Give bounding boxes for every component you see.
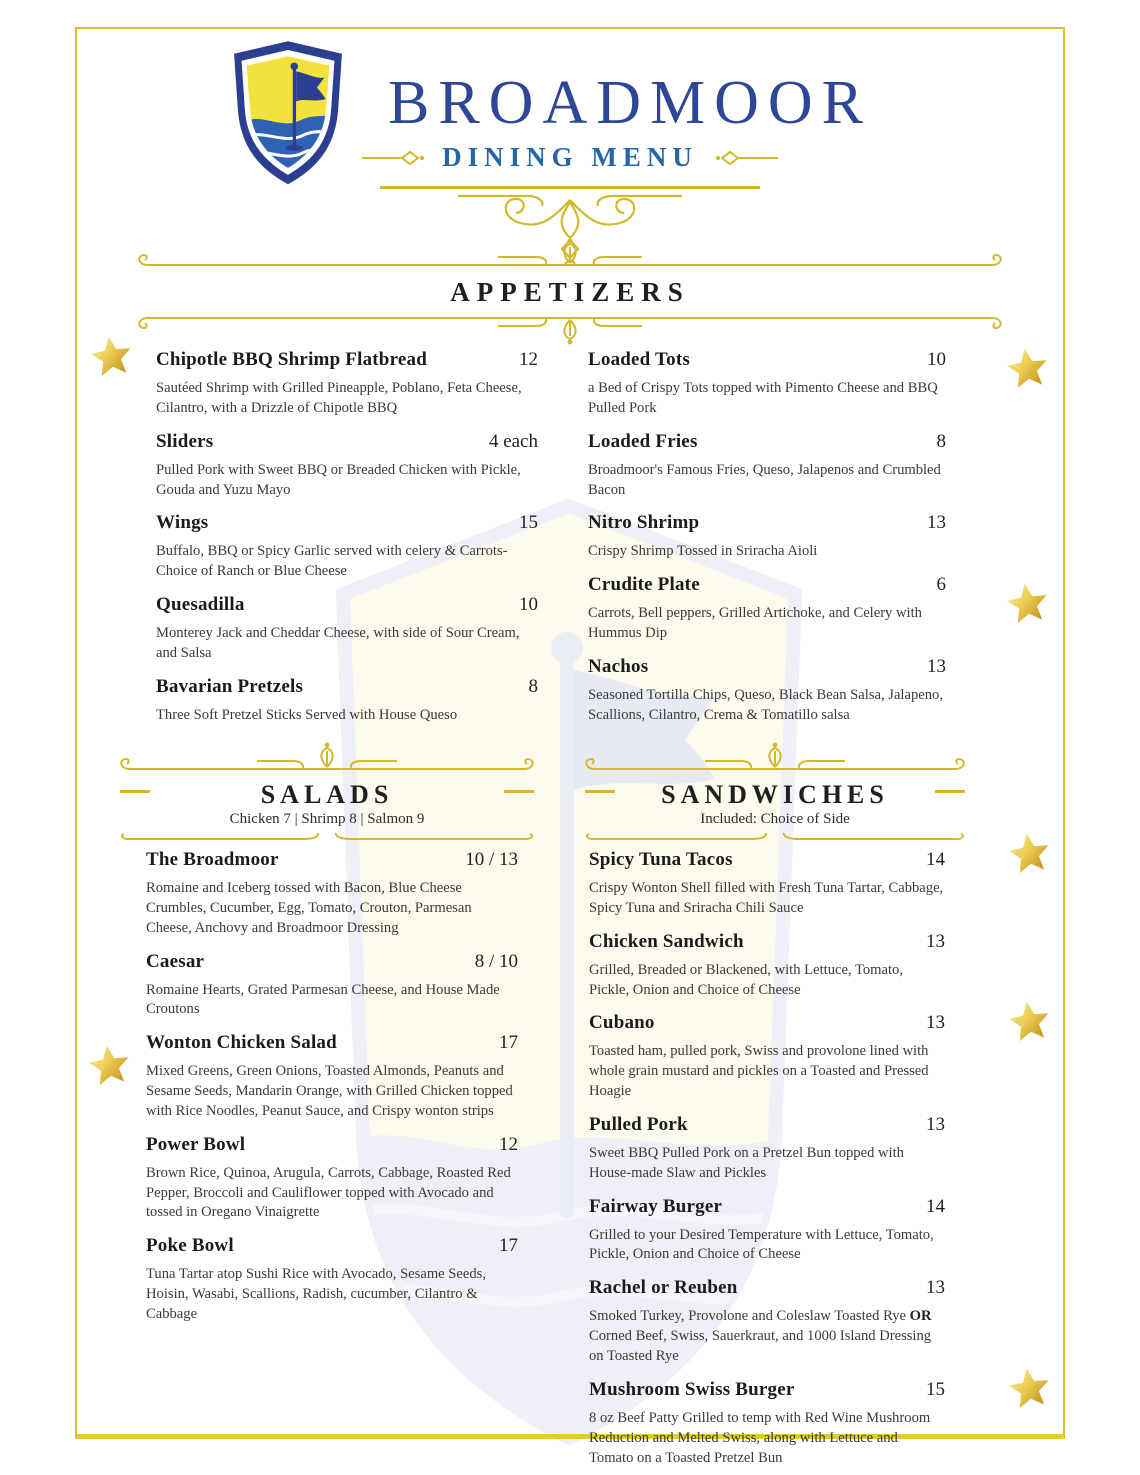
section-appetizers [132,238,1008,738]
menu-item [146,1134,518,1224]
menu-item [146,1235,518,1325]
menu-item [589,1012,945,1102]
ornamental-divider-bottom [132,311,1008,345]
item-description: Grilled, Breaded or Blackened, with Lettuce, Tomato, Pickle, Onion and Choice of Cheese [589,961,903,998]
description-segment: Smoked Turkey, Provolone and Coleslaw Toasted Rye [589,1308,910,1325]
item-price: 4 each [488,430,538,452]
item-name: Wings [156,512,209,534]
item-name: Sliders [156,430,214,452]
menu-item [589,1196,945,1266]
item-price: 10 [927,349,946,370]
item-name: Caesar [146,950,205,972]
item-price: 10 [519,594,538,616]
item-description: Tuna Tartar atop Sushi Rice with Avocado, Sesame Seeds, Hoisin, Wasabi, Scallions, Radish, cucumber, Cilantro & Cabbage [146,1266,486,1322]
menu-item [588,574,986,644]
item-price: 6 [936,574,946,596]
item-description [589,1307,945,1367]
menu-item [146,849,518,939]
item-name: Crudite Plate [588,574,700,596]
menu-item [588,656,986,726]
menu-item [146,951,518,1021]
right-flourish-icon [714,148,778,168]
item-price: 17 [499,1235,518,1257]
or-emphasis: OR [909,1308,932,1325]
header-underline [380,186,760,189]
item-price: 8 [936,430,946,452]
item-name: Pulled Pork [589,1113,688,1135]
item-price: 12 [499,1133,518,1155]
item-price: 13 [926,930,945,952]
item-description: Crispy Shrimp Tossed in Sriracha Aioli [588,543,818,560]
item-price: 8 [528,675,538,697]
item-description: Pulled Pork with Sweet BBQ or Breaded Chicken with Pickle, Gouda and Yuzu Mayo [156,461,521,498]
menu-subtitle: DINING MENU [442,142,698,172]
salads-title: SALADS [260,780,394,809]
item-name: Spicy Tuna Tacos [589,849,733,870]
title-dash-icon [504,790,534,793]
gold-star-icon [1003,827,1056,880]
ornamental-divider-top [583,742,967,776]
item-price: 13 [926,1113,945,1135]
item-name: Power Bowl [146,1133,246,1155]
item-name: Loaded Fries [588,430,698,452]
menu-item [589,1114,945,1184]
item-description: 8 oz Beef Patty Grilled to temp with Red Wine Mushroom Reduction and Melted Swiss, along with Lettuce and Tomato on a Toasted Pretzel Bun [589,1409,931,1466]
salads-protein-options: Chicken 7 | Shrimp 8 | Salmon 9 [229,811,425,827]
gold-star-icon [83,1039,136,1092]
item-name: Rachel or Reuben [589,1277,738,1299]
menu-item [156,431,538,501]
appetizers-right-column [588,349,986,738]
item-price: 17 [499,1032,518,1054]
item-price: 13 [927,655,946,677]
item-price: 13 [927,512,946,534]
item-description: Monterey Jack and Cheddar Cheese, with side of Sour Cream, and Salsa [156,625,520,661]
ornamental-subdivider [583,831,967,845]
item-price: 13 [926,1277,945,1299]
item-description: Toasted ham, pulled pork, Swiss and provolone lined with whole grain mustard and pickles on a Toasted and Pressed Hoagie [589,1043,929,1100]
item-price: 12 [519,349,538,370]
item-description: Carrots, Bell peppers, Grilled Artichoke, and Celery with Hummus Dip [588,605,922,642]
title-dash-icon [120,790,150,793]
item-price: 10 / 13 [465,849,518,870]
ornamental-divider-top [118,742,536,776]
item-description: Crispy Wonton Shell filled with Fresh Tuna Tartar, Cabbage, Spicy Tuna and Sriracha Chili Sauce [589,880,944,916]
item-price: 15 [926,1378,945,1400]
gold-star-icon [85,330,138,383]
item-description: Buffalo, BBQ or Spicy Garlic served with celery & Carrots- Choice of Ranch or Blue Cheese [156,543,508,580]
item-description: Sweet BBQ Pulled Pork on a Pretzel Bun topped with House-made Slaw and Pickles [589,1144,904,1181]
menu-item [588,349,986,419]
ornamental-subdivider [118,831,536,845]
restaurant-name: BROADMOOR [387,69,873,137]
item-description: Seasoned Tortilla Chips, Queso, Black Bean Salsa, Jalapeno, Scallions, Cilantro, Crema & Tomatillo salsa [588,686,943,723]
sandwiches-note: Included: Choice of Side [700,811,850,827]
item-price: 13 [926,1012,945,1034]
item-name: Mushroom Swiss Burger [589,1378,795,1400]
menu-item [146,1032,518,1122]
menu-item [156,676,538,726]
menu-item [588,512,986,562]
item-description: Grilled to your Desired Temperature with Lettuce, Tomato, Pickle, Onion and Choice of Cheese [589,1226,934,1263]
section-salads [118,742,536,1337]
item-price: 15 [519,512,538,534]
sandwiches-items [583,845,967,1468]
menu-item [156,594,538,664]
item-description: Three Soft Pretzel Sticks Served with House Queso [156,706,458,723]
item-name: Chicken Sandwich [589,930,744,952]
menu-item [589,849,945,919]
item-description: Mixed Greens, Green Onions, Toasted Almonds, Peanuts and Sesame Seeds, Mandarin Orange, with Grilled Chicken topped with Rice Noodles, Peanut Sauce, and Crispy wonton strips [146,1063,513,1119]
item-name: Cubano [589,1012,655,1034]
gold-star-icon [1001,577,1054,630]
gold-star-icon [1003,995,1056,1048]
appetizers-title: APPETIZERS [450,277,690,307]
description-segment: Corned Beef, Swiss, Sauerkraut, and 1000 Island Dressing on Toasted Rye [589,1328,932,1364]
menu-item [589,1277,945,1367]
menu-item [589,931,945,1001]
gold-star-icon [1001,342,1054,395]
title-dash-icon [935,790,965,793]
menu-item [156,512,538,582]
ornamental-divider-top [132,238,1008,272]
appetizers-left-column [156,349,538,738]
item-name: Bavarian Pretzels [156,675,304,697]
menu-item [156,349,538,419]
item-name: Poke Bowl [146,1235,234,1257]
item-name: Loaded Tots [588,349,690,370]
section-sandwiches [583,742,967,1475]
item-name: Fairway Burger [589,1195,723,1217]
item-name: Chipotle BBQ Shrimp Flatbread [156,349,427,370]
item-price: 14 [926,849,945,870]
item-description: Sautéed Shrimp with Grilled Pineapple, Poblano, Feta Cheese, Cilantro, with a Drizzle of Chipotle BBQ [156,380,522,416]
item-description: Broadmoor's Famous Fries, Queso, Jalapenos and Crumbled Bacon [588,461,941,498]
sandwiches-title: SANDWICHES [661,780,889,809]
item-description: Romaine Hearts, Grated Parmesan Cheese, and House Made Croutons [146,981,500,1018]
menu-item [589,1379,945,1469]
menu-item [588,431,986,501]
item-name: Quesadilla [156,594,245,616]
title-dash-icon [585,790,615,793]
item-name: Wonton Chicken Salad [146,1032,337,1054]
item-name: Nitro Shrimp [588,512,700,534]
item-price: 14 [926,1195,945,1217]
left-flourish-icon [362,148,426,168]
item-name: Nachos [588,655,649,677]
gold-star-icon [1003,1362,1056,1415]
item-description: a Bed of Crispy Tots topped with Pimento Cheese and BBQ Pulled Pork [588,380,938,416]
item-price: 8 / 10 [474,950,518,972]
salads-items [118,845,536,1325]
item-description: Brown Rice, Quinoa, Arugula, Carrots, Cabbage, Roasted Red Pepper, Broccoli and Cauliflower topped with Avocado and tossed in Oregano Vinaigrette [146,1164,511,1221]
item-description: Romaine and Iceberg tossed with Bacon, Blue Cheese Crumbles, Cucumber, Egg, Tomato, Crouton, Parmesan Cheese, Anchovy and Broadmoor Dressing [146,880,472,936]
item-name: The Broadmoor [146,849,279,870]
